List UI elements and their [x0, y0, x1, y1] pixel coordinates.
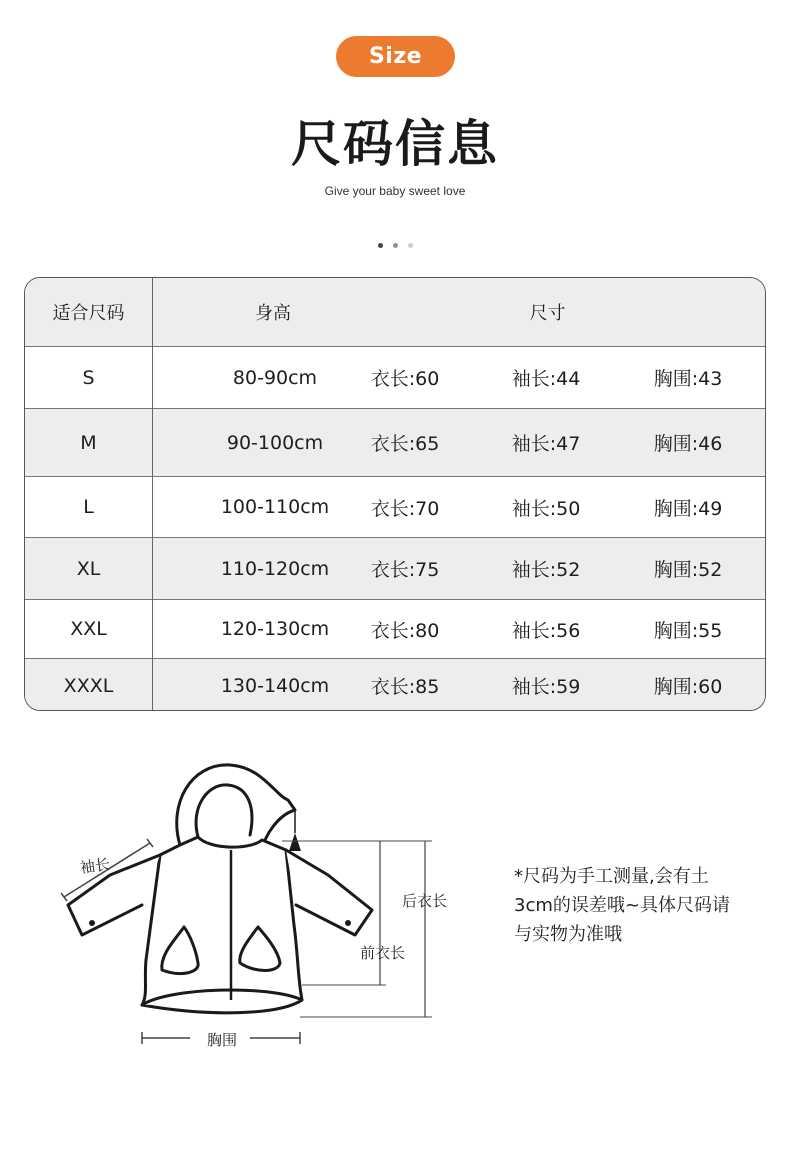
cell-size: XXL	[70, 618, 107, 640]
cell-chest: 胸围:60	[653, 676, 723, 698]
tassel-icon	[289, 833, 301, 851]
cell-chest: 胸围:55	[653, 619, 723, 642]
table-header-row	[25, 278, 765, 347]
cell-height: 120-130cm	[220, 618, 330, 640]
dot-3	[408, 243, 413, 248]
cell-chest: 胸围:46	[653, 433, 723, 455]
header-dimensions: 尺寸	[529, 303, 566, 324]
cell-size: XL	[76, 557, 101, 580]
cell-height: 110-120cm	[220, 557, 330, 580]
table-row	[25, 659, 765, 711]
cell-length: 衣长:75	[370, 559, 440, 581]
page-title: 尺码信息	[291, 115, 499, 173]
cell-height: 130-140cm	[220, 674, 330, 697]
sleeve-length-label: 袖长	[78, 854, 112, 877]
page-subtitle: Give your baby sweet love	[324, 184, 466, 198]
front-length-label: 前衣长	[360, 944, 406, 962]
cell-sleeve: 袖长:44	[511, 368, 581, 390]
cell-length: 衣长:85	[370, 676, 440, 698]
header-size: 适合尺码	[52, 303, 125, 324]
cell-length: 衣长:80	[370, 619, 440, 642]
cell-size: L	[83, 496, 94, 518]
cell-sleeve: 袖长:47	[511, 433, 581, 455]
dot-1	[378, 243, 383, 248]
cell-sleeve: 袖长:56	[511, 619, 581, 642]
cell-height: 100-110cm	[220, 496, 330, 518]
header-height: 身高	[255, 303, 291, 324]
cell-length: 衣长:65	[370, 433, 440, 455]
table-row	[25, 477, 765, 538]
cell-sleeve: 袖长:50	[511, 497, 581, 520]
cell-length: 衣长:70	[370, 497, 440, 520]
back-length-label: 后衣长	[402, 892, 448, 910]
table-row	[25, 538, 765, 600]
table-row	[25, 409, 765, 477]
cell-size: XXXL	[63, 674, 114, 697]
cell-height: 90-100cm	[226, 431, 324, 454]
cell-size: M	[80, 431, 97, 454]
cell-size: S	[82, 366, 95, 389]
size-badge: Size	[336, 36, 455, 77]
cell-chest: 胸围:49	[653, 497, 723, 520]
cell-sleeve: 袖长:52	[511, 559, 581, 581]
cell-sleeve: 袖长:59	[511, 676, 581, 698]
garment-diagram	[50, 755, 470, 1055]
chest-label: 胸围	[207, 1031, 238, 1049]
size-table	[24, 277, 766, 711]
cell-length: 衣长:60	[370, 368, 440, 390]
column-divider	[152, 278, 153, 710]
decorative-dots	[378, 233, 418, 239]
dot-2	[393, 243, 398, 248]
measurement-note: *尺码为手工测量,会有土3cm的误差哦~具体尺码请与实物为准哦	[514, 866, 730, 945]
cell-chest: 胸围:52	[653, 559, 723, 581]
cell-chest: 胸围:43	[653, 368, 723, 390]
cell-height: 80-90cm	[232, 366, 318, 389]
table-row	[25, 600, 765, 659]
table-row	[25, 347, 765, 409]
